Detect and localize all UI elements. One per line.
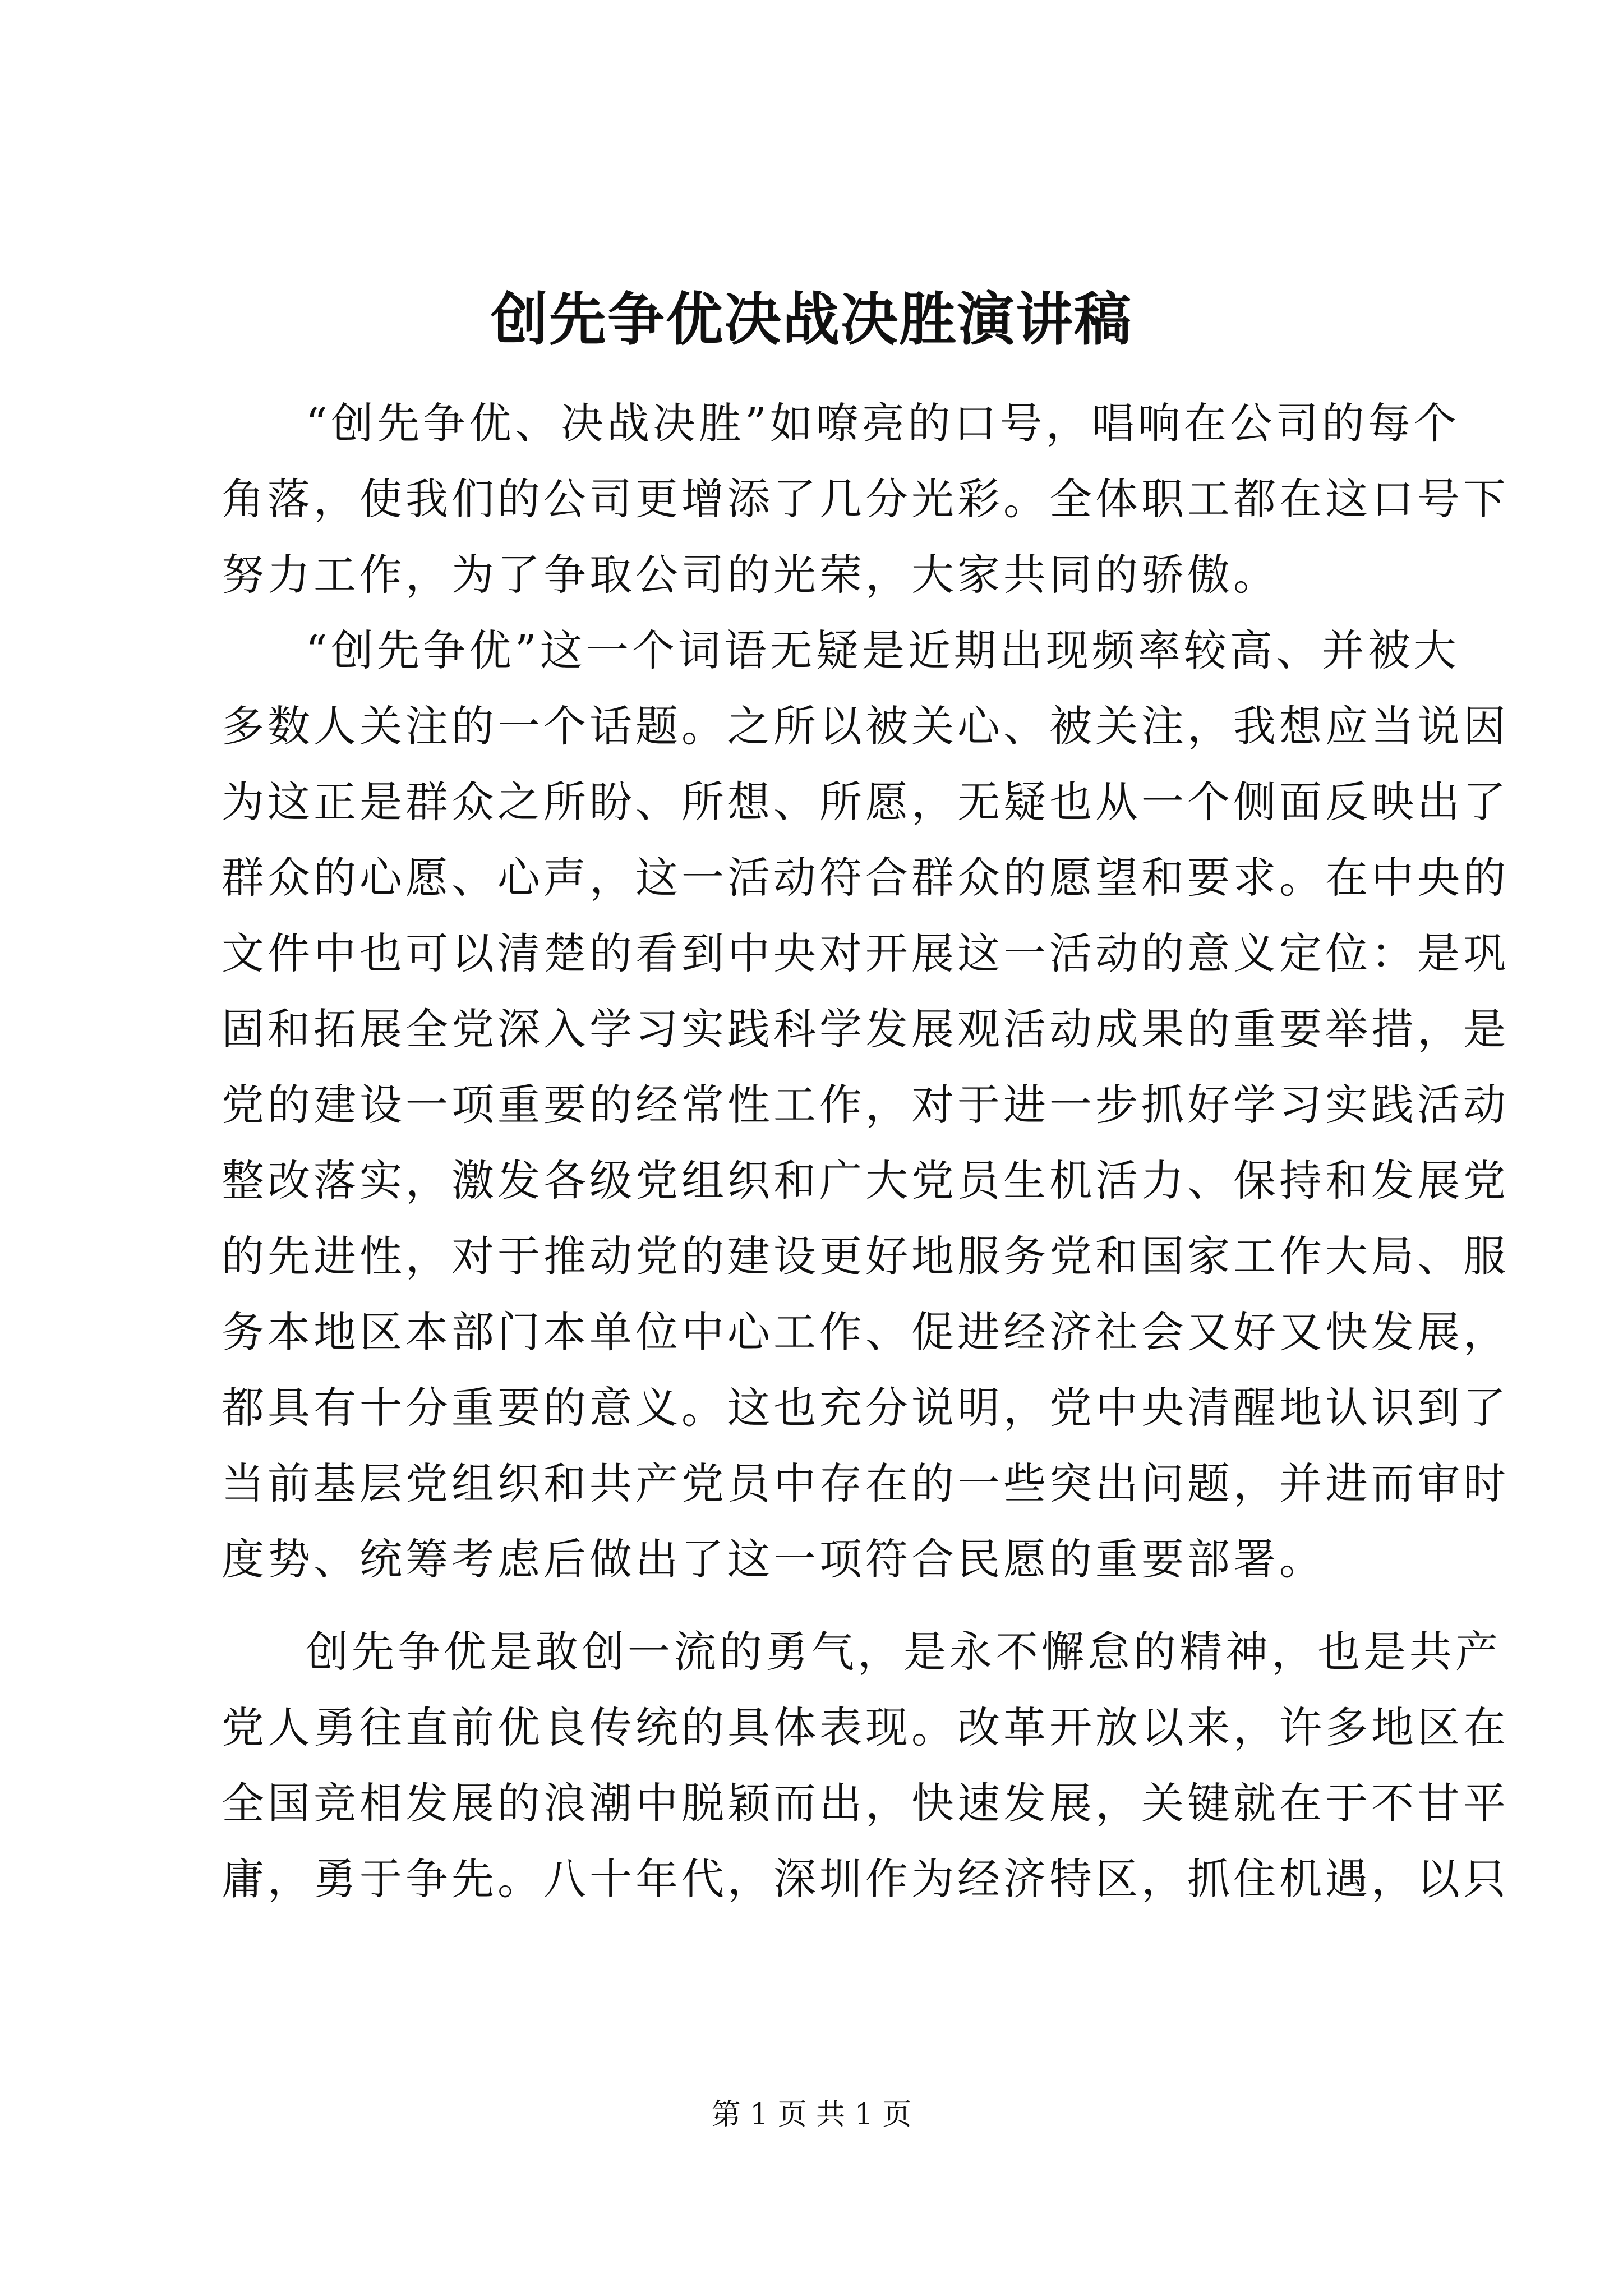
body-line: 整改落实，激发各级党组织和广大党员生机活力、保持和发展党 <box>222 1156 1509 1205</box>
body-line: 群众的心愿、心声，这一活动符合群众的愿望和要求。在中央的 <box>222 853 1509 903</box>
body-line: 创先争优是敢创一流的勇气，是永不懈怠的精神，也是共产 <box>306 1627 1501 1677</box>
body-line: 党的建设一项重要的经常性工作，对于进一步抓好学习实践活动 <box>222 1080 1509 1130</box>
body-line: 固和拓展全党深入学习实践科学发展观活动成果的重要举措，是 <box>222 1004 1509 1054</box>
body-line: 多数人关注的一个话题。之所以被关心、被关注，我想应当说因 <box>222 701 1509 751</box>
body-line: 党人勇往直前优良传统的具体表现。改革开放以来，许多地区在 <box>222 1703 1509 1752</box>
body-line: 角落，使我们的公司更增添了几分光彩。全体职工都在这口号下 <box>222 474 1509 524</box>
document-title: 创先争优决战决胜演讲稿 <box>491 286 1132 353</box>
body-line: 务本地区本部门本单位中心工作、促进经济社会又好又快发展， <box>222 1307 1509 1357</box>
body-line: “创先争优”这一个词语无疑是近期出现频率较高、并被大 <box>306 625 1460 675</box>
body-line: 庸，勇于争先。八十年代，深圳作为经济特区，抓住机遇，以只 <box>222 1854 1509 1904</box>
body-line: 全国竞相发展的浪潮中脱颖而出，快速发展，关键就在于不甘平 <box>222 1778 1509 1828</box>
body-line: 当前基层党组织和共产党员中存在的一些突出问题，并进而审时 <box>222 1458 1509 1508</box>
body-line: 文件中也可以清楚的看到中央对开展这一活动的意义定位：是巩 <box>222 928 1509 978</box>
body-line: 努力工作，为了争取公司的光荣，大家共同的骄傲。 <box>222 550 1279 600</box>
body-line: 都具有十分重要的意义。这也充分说明，党中央清醒地认识到了 <box>222 1383 1509 1433</box>
page-footer: 第 1 页 共 1 页 <box>711 2098 912 2132</box>
body-line: 的先进性，对于推动党的建设更好地服务党和国家工作大局、服 <box>222 1231 1509 1281</box>
body-line: “创先争优、决战决胜”如嘹亮的口号，唱响在公司的每个 <box>306 398 1460 448</box>
body-line: 为这正是群众之所盼、所想、所愿，无疑也从一个侧面反映出了 <box>222 777 1509 827</box>
body-line: 度势、统筹考虑后做出了这一项符合民愿的重要部署。 <box>222 1534 1325 1584</box>
